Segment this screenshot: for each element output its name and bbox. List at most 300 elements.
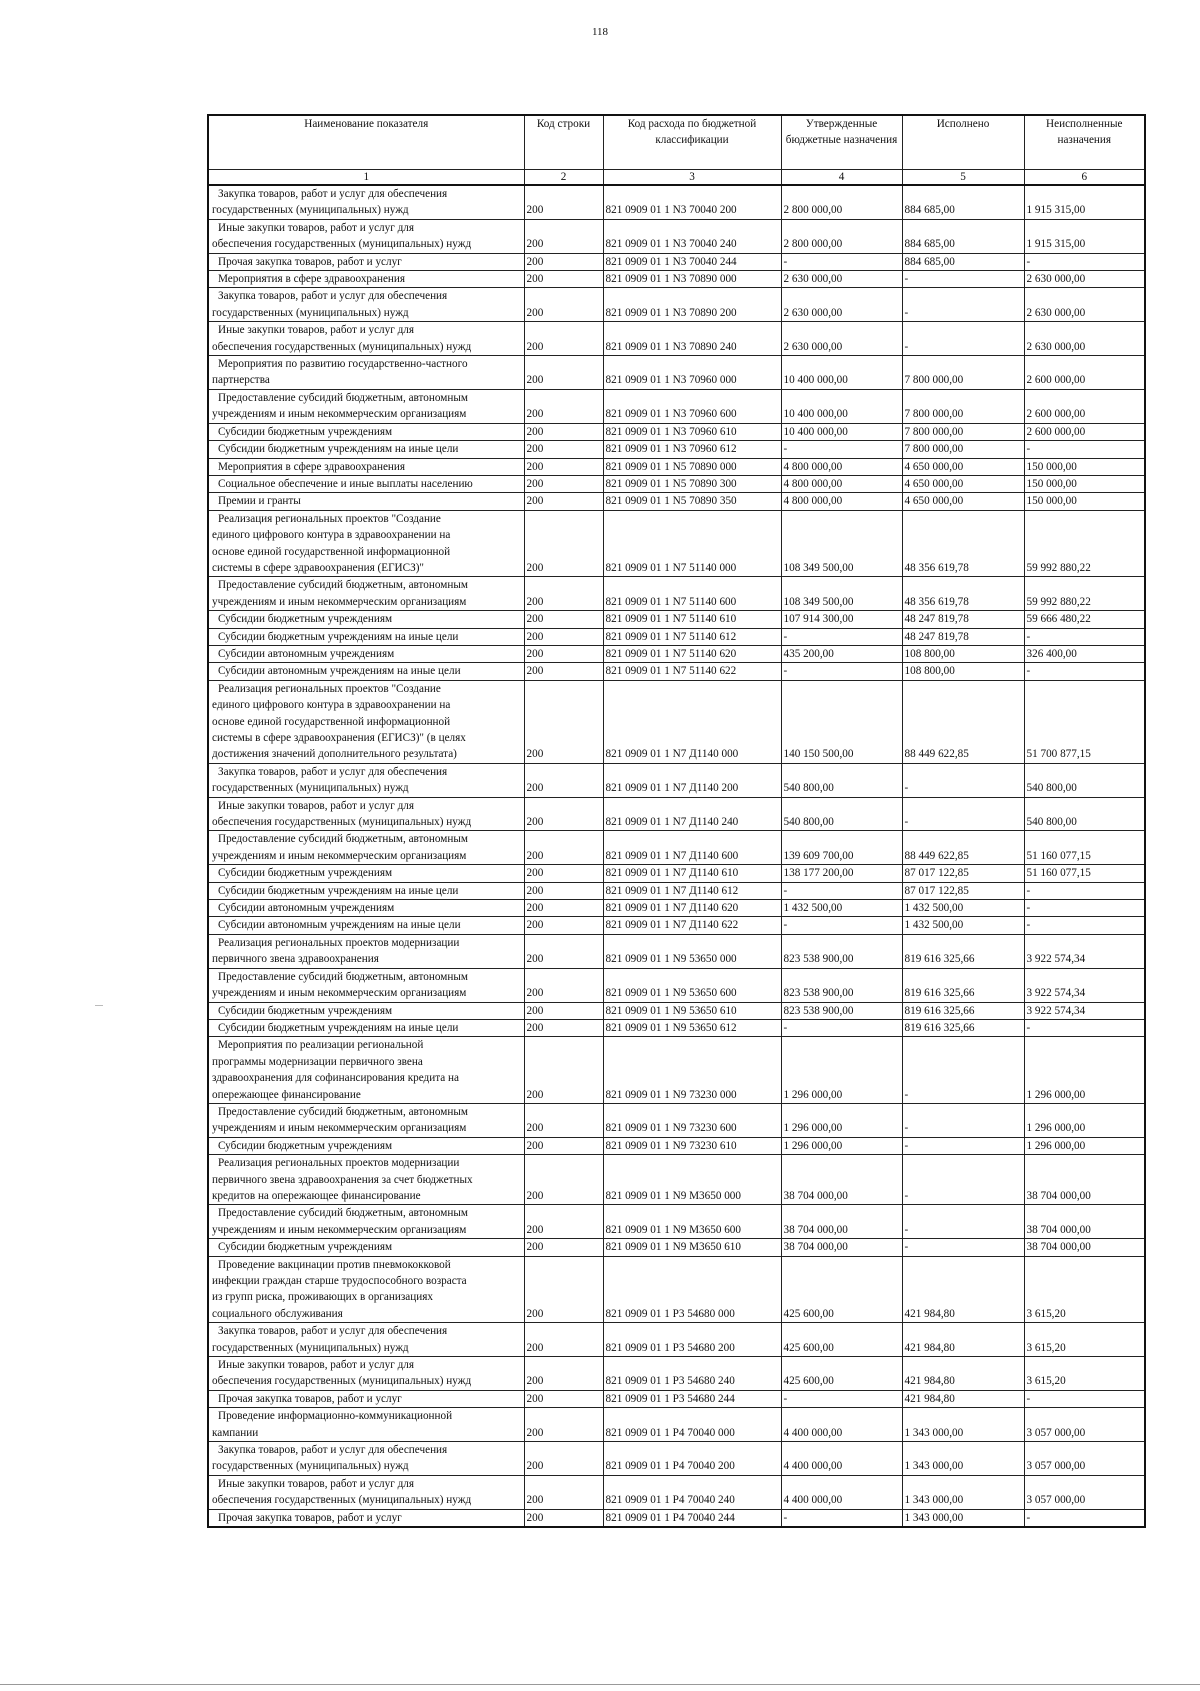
row-line-code: 200 [524, 1155, 603, 1205]
row-executed-amount: - [902, 1205, 1024, 1239]
table-row [208, 611, 1145, 628]
row-line-code: 200 [524, 271, 603, 288]
row-expense-code: 821 0909 01 1 P4 70040 240 [603, 1475, 781, 1509]
table-row [208, 680, 1145, 763]
row-expense-code: 821 0909 01 1 P3 54680 244 [603, 1390, 781, 1407]
row-name-line: Премии и гранты [218, 495, 301, 508]
row-name-line: кредитов на опережающее финансирование [212, 1189, 421, 1202]
row-name-line: государственных (муниципальных) нужд [212, 782, 409, 795]
row-approved-amount: 425 600,00 [781, 1323, 902, 1357]
row-approved-amount: 4 800 000,00 [781, 458, 902, 475]
row-indicator-name [208, 1205, 524, 1239]
table-row [208, 763, 1145, 797]
row-expense-code: 821 0909 01 1 N9 53650 600 [603, 968, 781, 1002]
row-indicator-name [208, 1155, 524, 1205]
row-name-line: Субсидии автономным учреждениям на иные цели [218, 919, 461, 932]
table-row [208, 475, 1145, 492]
row-name-line: обеспечения государственных (муниципальных) нужд [212, 340, 472, 353]
table-row [208, 356, 1145, 390]
row-approved-amount: 4 800 000,00 [781, 475, 902, 492]
table-row [208, 322, 1145, 356]
row-name-line: Субсидии бюджетным учреждениям на иные цели [218, 630, 459, 643]
row-indicator-name [208, 1475, 524, 1509]
row-name-line: Предоставление субсидий бюджетным, автономным [218, 970, 468, 983]
row-approved-amount: 38 704 000,00 [781, 1205, 902, 1239]
table-row [208, 1475, 1145, 1509]
row-line-code: 200 [524, 865, 603, 882]
row-unexecuted-amount: 3 615,20 [1024, 1357, 1145, 1391]
row-name-line: Иные закупки товаров, работ и услуг для [218, 1359, 415, 1372]
row-executed-amount: 884 685,00 [902, 219, 1024, 253]
row-name-line: Реализация региональных проектов "Создание [218, 682, 441, 695]
row-executed-amount: - [902, 1155, 1024, 1205]
row-executed-amount: 4 650 000,00 [902, 493, 1024, 510]
row-executed-amount: 884 685,00 [902, 253, 1024, 270]
row-approved-amount: 108 349 500,00 [781, 510, 902, 577]
row-indicator-name [208, 1019, 524, 1036]
row-line-code: 200 [524, 1475, 603, 1509]
row-expense-code: 821 0909 01 1 N9 53650 612 [603, 1019, 781, 1036]
row-indicator-name [208, 831, 524, 865]
scan-mark [95, 1005, 103, 1006]
row-line-code: 200 [524, 577, 603, 611]
table-row [208, 1137, 1145, 1154]
row-name-line: Иные закупки товаров, работ и услуг для [218, 1477, 415, 1490]
table-row [208, 865, 1145, 882]
row-expense-code: 821 0909 01 1 N7 51140 000 [603, 510, 781, 577]
row-indicator-name [208, 577, 524, 611]
row-executed-amount: 884 685,00 [902, 185, 1024, 219]
row-unexecuted-amount: 59 992 880,22 [1024, 510, 1145, 577]
row-executed-amount: 1 432 500,00 [902, 917, 1024, 934]
row-indicator-name [208, 1390, 524, 1407]
row-approved-amount: 2 800 000,00 [781, 219, 902, 253]
row-unexecuted-amount: - [1024, 1390, 1145, 1407]
row-approved-amount: - [781, 663, 902, 680]
table-row [208, 934, 1145, 968]
row-executed-amount: 421 984,80 [902, 1256, 1024, 1323]
row-unexecuted-amount: 2 630 000,00 [1024, 271, 1145, 288]
row-indicator-name [208, 628, 524, 645]
row-approved-amount: - [781, 253, 902, 270]
row-name-line: государственных (муниципальных) нужд [212, 204, 409, 217]
row-name-line: инфекции граждан старше трудоспособного возраста [212, 1275, 467, 1287]
row-line-code: 200 [524, 1390, 603, 1407]
row-unexecuted-amount: 540 800,00 [1024, 797, 1145, 831]
row-indicator-name [208, 1239, 524, 1256]
row-indicator-name [208, 253, 524, 270]
row-unexecuted-amount: 51 160 077,15 [1024, 831, 1145, 865]
row-unexecuted-amount: 2 630 000,00 [1024, 322, 1145, 356]
row-approved-amount: 2 630 000,00 [781, 288, 902, 322]
row-executed-amount: - [902, 288, 1024, 322]
row-unexecuted-amount: 3 615,20 [1024, 1256, 1145, 1323]
table-row [208, 1509, 1145, 1527]
row-executed-amount: 819 616 325,66 [902, 968, 1024, 1002]
row-unexecuted-amount: - [1024, 663, 1145, 680]
page-bottom-rule [0, 1684, 1200, 1685]
row-name-line: Субсидии бюджетным учреждениям на иные цели [218, 884, 459, 897]
row-name-line: Субсидии автономным учреждениям [218, 647, 395, 660]
table-row [208, 288, 1145, 322]
row-expense-code: 821 0909 01 1 N3 70960 610 [603, 423, 781, 440]
row-indicator-name [208, 663, 524, 680]
row-approved-amount: - [781, 441, 902, 458]
budget-execution-table [207, 114, 1146, 1528]
row-indicator-name [208, 917, 524, 934]
row-line-code: 200 [524, 763, 603, 797]
row-approved-amount: 1 296 000,00 [781, 1103, 902, 1137]
row-unexecuted-amount: 326 400,00 [1024, 645, 1145, 662]
table-row [208, 493, 1145, 510]
row-expense-code: 821 0909 01 1 N3 70040 240 [603, 219, 781, 253]
row-expense-code: 821 0909 01 1 N9 M3650 600 [603, 1205, 781, 1239]
row-line-code: 200 [524, 493, 603, 510]
row-name-line: Прочая закупка товаров, работ и услуг [218, 1392, 402, 1405]
row-line-code: 200 [524, 1019, 603, 1036]
row-unexecuted-amount: - [1024, 1509, 1145, 1527]
table-row [208, 271, 1145, 288]
row-unexecuted-amount: 38 704 000,00 [1024, 1155, 1145, 1205]
table-row [208, 917, 1145, 934]
row-executed-amount: 108 800,00 [902, 663, 1024, 680]
row-expense-code: 821 0909 01 1 N3 70960 000 [603, 356, 781, 390]
row-approved-amount: 2 630 000,00 [781, 322, 902, 356]
row-name-line: Реализация региональных проектов модернизации [218, 1157, 460, 1170]
row-indicator-name [208, 271, 524, 288]
row-name-line: Субсидии бюджетным учреждениям [218, 1139, 393, 1152]
row-expense-code: 821 0909 01 1 P4 70040 000 [603, 1408, 781, 1442]
row-unexecuted-amount: 3 615,20 [1024, 1323, 1145, 1357]
row-approved-amount: 823 538 900,00 [781, 1002, 902, 1019]
row-executed-amount: 819 616 325,66 [902, 934, 1024, 968]
row-name-line: Закупка товаров, работ и услуг для обеспечения [218, 290, 448, 303]
row-name-line: Субсидии бюджетным учреждениям [218, 425, 393, 438]
row-name-line: учреждениям и иным некоммерческим организациям [212, 1223, 467, 1236]
row-unexecuted-amount: - [1024, 441, 1145, 458]
table-row [208, 797, 1145, 831]
row-name-line: Закупка товаров, работ и услуг для обеспечения [218, 1325, 448, 1338]
table-body [208, 185, 1145, 1527]
row-executed-amount: 1 343 000,00 [902, 1408, 1024, 1442]
table-row [208, 831, 1145, 865]
row-line-code: 200 [524, 1256, 603, 1323]
header-indicator-name: Наименование показателя [208, 115, 524, 170]
table-row [208, 1408, 1145, 1442]
row-name-line: кампании [212, 1426, 259, 1439]
column-number: 5 [902, 170, 1024, 186]
row-line-code: 200 [524, 1509, 603, 1527]
row-unexecuted-amount: 3 057 000,00 [1024, 1475, 1145, 1509]
row-name-line: Субсидии бюджетным учреждениям на иные цели [218, 443, 459, 456]
row-unexecuted-amount: 1 915 315,00 [1024, 185, 1145, 219]
row-name-line: государственных (муниципальных) нужд [212, 1341, 409, 1354]
row-name-line: здравоохранения для софинансирования кредита на [212, 1072, 459, 1085]
row-approved-amount: - [781, 882, 902, 899]
row-name-line: Субсидии бюджетным учреждениям [218, 1004, 393, 1017]
row-approved-amount: 2 630 000,00 [781, 271, 902, 288]
row-executed-amount: 1 343 000,00 [902, 1509, 1024, 1527]
row-expense-code: 821 0909 01 1 N9 73230 610 [603, 1137, 781, 1154]
row-executed-amount: 88 449 622,85 [902, 831, 1024, 865]
table-row [208, 253, 1145, 270]
column-number: 3 [603, 170, 781, 186]
row-name-line: обеспечения государственных (муниципальных) нужд [212, 238, 472, 251]
row-expense-code: 821 0909 01 1 N3 70040 244 [603, 253, 781, 270]
row-unexecuted-amount: 3 057 000,00 [1024, 1442, 1145, 1476]
row-line-code: 200 [524, 510, 603, 577]
row-expense-code: 821 0909 01 1 N7 Д1140 610 [603, 865, 781, 882]
row-name-line: Иные закупки товаров, работ и услуг для [218, 799, 415, 812]
row-unexecuted-amount: 1 296 000,00 [1024, 1103, 1145, 1137]
row-executed-amount: - [902, 1103, 1024, 1137]
row-approved-amount: 2 800 000,00 [781, 185, 902, 219]
row-executed-amount: 819 616 325,66 [902, 1019, 1024, 1036]
row-name-line: основе единой государственной информационной [212, 715, 451, 728]
row-approved-amount: 38 704 000,00 [781, 1239, 902, 1256]
row-executed-amount: 4 650 000,00 [902, 458, 1024, 475]
row-line-code: 200 [524, 663, 603, 680]
row-executed-amount: 87 017 122,85 [902, 882, 1024, 899]
row-executed-amount: 421 984,80 [902, 1390, 1024, 1407]
row-name-line: системы в сфере здравоохранения (ЕГИСЗ)" [212, 561, 424, 574]
column-number: 1 [208, 170, 524, 186]
row-approved-amount: 823 538 900,00 [781, 934, 902, 968]
row-expense-code: 821 0909 01 1 N5 70890 000 [603, 458, 781, 475]
row-name-line: Реализация региональных проектов "Создание [218, 512, 441, 525]
table-row [208, 900, 1145, 917]
column-number: 6 [1024, 170, 1145, 186]
column-number: 4 [781, 170, 902, 186]
row-name-line: Мероприятия по реализации региональной [218, 1039, 424, 1052]
row-approved-amount: 4 400 000,00 [781, 1408, 902, 1442]
row-expense-code: 821 0909 01 1 N5 70890 350 [603, 493, 781, 510]
row-approved-amount: 823 538 900,00 [781, 968, 902, 1002]
row-line-code: 200 [524, 288, 603, 322]
row-indicator-name [208, 356, 524, 390]
table-row [208, 1239, 1145, 1256]
row-name-line: обеспечения государственных (муниципальных) нужд [212, 1494, 472, 1507]
row-line-code: 200 [524, 322, 603, 356]
row-line-code: 200 [524, 645, 603, 662]
row-line-code: 200 [524, 1239, 603, 1256]
header-approved: Утвержденные бюджетные назначения [781, 115, 902, 170]
row-name-line: Прочая закупка товаров, работ и услуг [218, 1511, 402, 1524]
table-row [208, 1256, 1145, 1323]
row-line-code: 200 [524, 1002, 603, 1019]
row-unexecuted-amount: - [1024, 1019, 1145, 1036]
row-indicator-name [208, 475, 524, 492]
row-indicator-name [208, 510, 524, 577]
column-number: 2 [524, 170, 603, 186]
row-indicator-name [208, 1256, 524, 1323]
row-approved-amount: 139 609 700,00 [781, 831, 902, 865]
row-name-line: Субсидии автономным учреждениям [218, 902, 395, 915]
row-indicator-name [208, 968, 524, 1002]
row-expense-code: 821 0909 01 1 N3 70890 240 [603, 322, 781, 356]
row-line-code: 200 [524, 831, 603, 865]
row-indicator-name [208, 1408, 524, 1442]
row-unexecuted-amount: 150 000,00 [1024, 493, 1145, 510]
row-unexecuted-amount: 2 600 000,00 [1024, 389, 1145, 423]
table-row [208, 441, 1145, 458]
row-expense-code: 821 0909 01 1 N7 Д1140 620 [603, 900, 781, 917]
row-name-line: Субсидии бюджетным учреждениям [218, 1241, 393, 1254]
row-executed-amount: - [902, 1137, 1024, 1154]
row-expense-code: 821 0909 01 1 N9 73230 000 [603, 1037, 781, 1104]
row-executed-amount: 48 247 819,78 [902, 611, 1024, 628]
row-name-line: учреждениям и иным некоммерческим организациям [212, 987, 467, 1000]
row-indicator-name [208, 1442, 524, 1476]
row-executed-amount: 421 984,80 [902, 1323, 1024, 1357]
row-line-code: 200 [524, 968, 603, 1002]
row-approved-amount: - [781, 1390, 902, 1407]
row-name-line: учреждениям и иным некоммерческим организациям [212, 1122, 467, 1135]
row-executed-amount: - [902, 1239, 1024, 1256]
table-row [208, 1205, 1145, 1239]
row-name-line: единого цифрового контура в здравоохранении на [212, 699, 451, 712]
row-name-line: Прочая закупка товаров, работ и услуг [218, 255, 402, 268]
row-executed-amount: - [902, 322, 1024, 356]
row-approved-amount: 107 914 300,00 [781, 611, 902, 628]
row-indicator-name [208, 493, 524, 510]
row-name-line: Предоставление субсидий бюджетным, автономным [218, 1207, 468, 1220]
row-unexecuted-amount: - [1024, 882, 1145, 899]
row-expense-code: 821 0909 01 1 N7 Д1140 600 [603, 831, 781, 865]
row-line-code: 200 [524, 441, 603, 458]
row-executed-amount: 7 800 000,00 [902, 441, 1024, 458]
table-row [208, 1390, 1145, 1407]
row-line-code: 200 [524, 1037, 603, 1104]
row-executed-amount: 421 984,80 [902, 1357, 1024, 1391]
row-name-line: государственных (муниципальных) нужд [212, 306, 409, 319]
row-line-code: 200 [524, 1357, 603, 1391]
row-name-line: социального обслуживания [212, 1307, 343, 1320]
row-indicator-name [208, 763, 524, 797]
row-executed-amount: 48 247 819,78 [902, 628, 1024, 645]
row-name-line: Реализация региональных проектов модернизации [218, 936, 460, 949]
row-name-line: Иные закупки товаров, работ и услуг для [218, 221, 415, 234]
row-expense-code: 821 0909 01 1 N9 53650 610 [603, 1002, 781, 1019]
row-executed-amount: 87 017 122,85 [902, 865, 1024, 882]
row-line-code: 200 [524, 1323, 603, 1357]
row-unexecuted-amount: - [1024, 917, 1145, 934]
column-number-row [208, 170, 1145, 186]
table-row [208, 185, 1145, 219]
table-row [208, 1155, 1145, 1205]
header-expense-code: Код расхода по бюджетной классификации [603, 115, 781, 170]
row-name-line: программы модернизации первичного звена [212, 1055, 423, 1068]
row-line-code: 200 [524, 628, 603, 645]
row-line-code: 200 [524, 458, 603, 475]
row-name-line: системы в сфере здравоохранения (ЕГИСЗ)" (в целях [212, 732, 466, 744]
row-name-line: Проведение вакцинации против пневмококковой [218, 1258, 451, 1271]
row-unexecuted-amount: - [1024, 628, 1145, 645]
row-line-code: 200 [524, 611, 603, 628]
table-row [208, 628, 1145, 645]
table-row [208, 1442, 1145, 1476]
row-indicator-name [208, 219, 524, 253]
row-name-line: основе единой государственной информационной [212, 545, 451, 558]
row-indicator-name [208, 322, 524, 356]
row-approved-amount: - [781, 628, 902, 645]
row-executed-amount: - [902, 797, 1024, 831]
table-row [208, 423, 1145, 440]
row-expense-code: 821 0909 01 1 N9 53650 000 [603, 934, 781, 968]
row-indicator-name [208, 1137, 524, 1154]
row-approved-amount: 425 600,00 [781, 1256, 902, 1323]
row-expense-code: 821 0909 01 1 N9 73230 600 [603, 1103, 781, 1137]
table-row [208, 1357, 1145, 1391]
row-expense-code: 821 0909 01 1 N7 51140 600 [603, 577, 781, 611]
row-approved-amount: 1 432 500,00 [781, 900, 902, 917]
row-executed-amount: 1 343 000,00 [902, 1442, 1024, 1476]
row-unexecuted-amount: 2 600 000,00 [1024, 356, 1145, 390]
row-name-line: Субсидии бюджетным учреждениям [218, 613, 393, 626]
row-unexecuted-amount: 540 800,00 [1024, 763, 1145, 797]
row-name-line: государственных (муниципальных) нужд [212, 1460, 409, 1473]
row-expense-code: 821 0909 01 1 N7 51140 610 [603, 611, 781, 628]
row-line-code: 200 [524, 1442, 603, 1476]
row-name-line: Субсидии бюджетным учреждениям на иные цели [218, 1021, 459, 1034]
row-approved-amount: - [781, 917, 902, 934]
row-unexecuted-amount: 3 922 574,34 [1024, 1002, 1145, 1019]
row-indicator-name [208, 288, 524, 322]
row-expense-code: 821 0909 01 1 N9 M3650 000 [603, 1155, 781, 1205]
row-line-code: 200 [524, 1103, 603, 1137]
row-indicator-name [208, 611, 524, 628]
row-unexecuted-amount: - [1024, 253, 1145, 270]
row-expense-code: 821 0909 01 1 N3 70040 200 [603, 185, 781, 219]
row-indicator-name [208, 389, 524, 423]
row-approved-amount: 1 296 000,00 [781, 1137, 902, 1154]
row-unexecuted-amount: 3 057 000,00 [1024, 1408, 1145, 1442]
row-expense-code: 821 0909 01 1 N7 51140 622 [603, 663, 781, 680]
row-approved-amount: - [781, 1019, 902, 1036]
row-indicator-name [208, 185, 524, 219]
row-name-line: достижения значений дополнительного результата) [212, 748, 457, 761]
row-executed-amount: 7 800 000,00 [902, 423, 1024, 440]
row-executed-amount: 88 449 622,85 [902, 680, 1024, 763]
row-executed-amount: 48 356 619,78 [902, 510, 1024, 577]
row-name-line: Закупка товаров, работ и услуг для обеспечения [218, 1444, 448, 1457]
row-unexecuted-amount: 3 922 574,34 [1024, 934, 1145, 968]
row-name-line: Предоставление субсидий бюджетным, автономным [218, 579, 468, 592]
row-name-line: Мероприятия по развитию государственно-частного [218, 358, 468, 371]
row-expense-code: 821 0909 01 1 P4 70040 200 [603, 1442, 781, 1476]
row-approved-amount: 108 349 500,00 [781, 577, 902, 611]
row-indicator-name [208, 882, 524, 899]
row-approved-amount: 540 800,00 [781, 763, 902, 797]
row-indicator-name [208, 900, 524, 917]
row-unexecuted-amount: 1 915 315,00 [1024, 219, 1145, 253]
row-name-line: Предоставление субсидий бюджетным, автономным [218, 833, 468, 846]
row-approved-amount: 38 704 000,00 [781, 1155, 902, 1205]
row-expense-code: 821 0909 01 1 N7 Д1140 240 [603, 797, 781, 831]
row-indicator-name [208, 1002, 524, 1019]
row-line-code: 200 [524, 680, 603, 763]
row-unexecuted-amount: 2 600 000,00 [1024, 423, 1145, 440]
row-indicator-name [208, 1357, 524, 1391]
row-line-code: 200 [524, 882, 603, 899]
row-name-line: Социальное обеспечение и иные выплаты населению [218, 477, 473, 490]
header-executed: Исполнено [902, 115, 1024, 170]
row-executed-amount: - [902, 763, 1024, 797]
row-name-line: Субсидии автономным учреждениям на иные цели [218, 665, 461, 678]
row-expense-code: 821 0909 01 1 N7 51140 620 [603, 645, 781, 662]
row-unexecuted-amount: 1 296 000,00 [1024, 1037, 1145, 1104]
row-name-line: из групп риска, проживающих в организациях [212, 1291, 433, 1304]
